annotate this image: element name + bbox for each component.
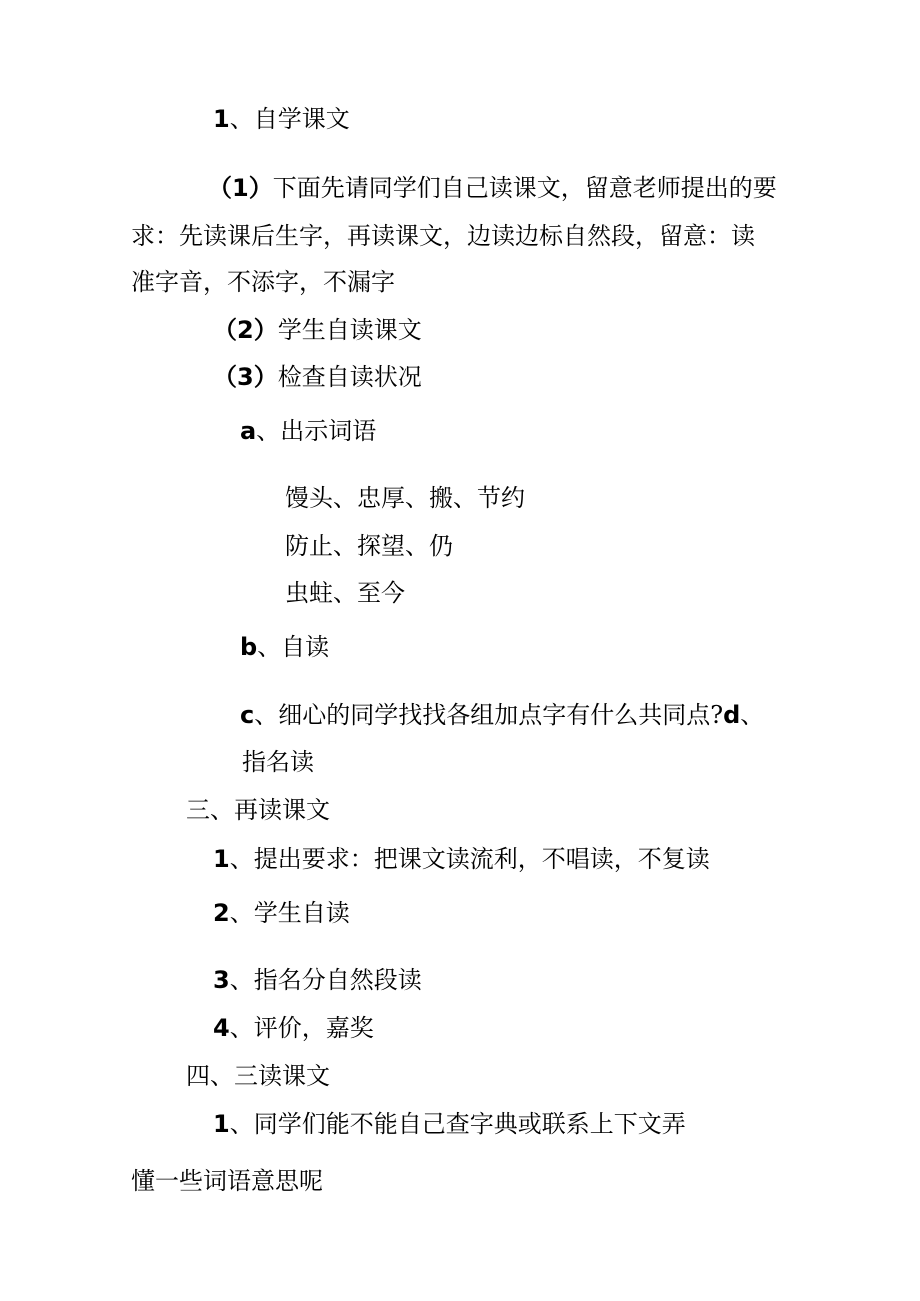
- item-number: 2: [213, 899, 230, 927]
- section-three-heading: [186, 795, 330, 825]
- item-letter: a: [240, 417, 257, 445]
- line-text: 、细心的同学找找各组加点字有什么共同点?: [254, 701, 724, 729]
- item-number: 1: [213, 1110, 230, 1138]
- line-text: 、指名分自然段读: [229, 966, 422, 994]
- line-text: 、自学课文: [229, 105, 350, 133]
- line-text: 、提出要求：把课文读流利，不唱读，不复读: [229, 845, 710, 873]
- line-text: 、自读: [257, 633, 330, 661]
- section-four-item-1-continued: [131, 1166, 323, 1196]
- section-four-item-1: [213, 1109, 686, 1139]
- item-number: 1: [213, 105, 230, 133]
- heading-self-study: [213, 104, 350, 134]
- line-text: 懂一些词语意思呢: [131, 1167, 323, 1195]
- line-text: 、出示词语: [256, 417, 377, 445]
- item-number: （1）: [208, 174, 273, 202]
- section-four-heading: [186, 1061, 330, 1091]
- line-text: 四、三读课文: [186, 1062, 330, 1090]
- line-text: 、同学们能不能自己查字典或联系上下文弄: [229, 1110, 686, 1138]
- line-text: 下面先请同学们自己读课文，留意老师提出的要: [272, 174, 777, 202]
- step-2: [213, 315, 422, 345]
- step-3: [213, 362, 422, 392]
- word-group-3: [285, 578, 405, 608]
- item-number: （3）: [213, 363, 278, 391]
- sub-item-b: [240, 632, 329, 662]
- item-letter: d: [723, 701, 741, 729]
- paragraph-1-line-2: [131, 221, 755, 251]
- line-text: 准字音，不添字，不漏字: [131, 268, 395, 296]
- line-text: 、学生自读: [229, 899, 350, 927]
- line-text: 防止、探望、仍: [285, 532, 453, 560]
- paragraph-1-line-3: [131, 267, 395, 297]
- line-text: 馒头、忠厚、搬、节约: [285, 484, 525, 512]
- item-number: 3: [213, 966, 230, 994]
- section-three-item-4: [213, 1013, 374, 1043]
- line-text: 求：先读课后生字，再读课文，边读边标自然段，留意：读: [131, 222, 755, 250]
- word-group-2: [285, 531, 453, 561]
- word-group-1: [285, 483, 525, 513]
- sub-item-a: [240, 416, 376, 446]
- paragraph-1-line-1: [208, 173, 777, 203]
- line-text: 、: [740, 701, 765, 729]
- section-three-item-2: [213, 898, 350, 928]
- line-text: 检查自读状况: [277, 363, 422, 391]
- line-text: 学生自读课文: [277, 316, 422, 344]
- item-number: （2）: [213, 316, 278, 344]
- item-number: 4: [213, 1014, 230, 1042]
- line-text: 、评价，嘉奖: [229, 1014, 374, 1042]
- section-three-item-1: [213, 844, 710, 874]
- sub-item-c: [240, 700, 764, 730]
- item-number: 1: [213, 845, 230, 873]
- line-text: 虫蛀、至今: [285, 579, 405, 607]
- item-letter: b: [240, 633, 258, 661]
- line-text: 三、再读课文: [186, 796, 330, 824]
- sub-item-d-text: [242, 747, 314, 777]
- section-three-item-3: [213, 965, 422, 995]
- item-letter: c: [240, 701, 255, 729]
- line-text: 指名读: [242, 748, 314, 776]
